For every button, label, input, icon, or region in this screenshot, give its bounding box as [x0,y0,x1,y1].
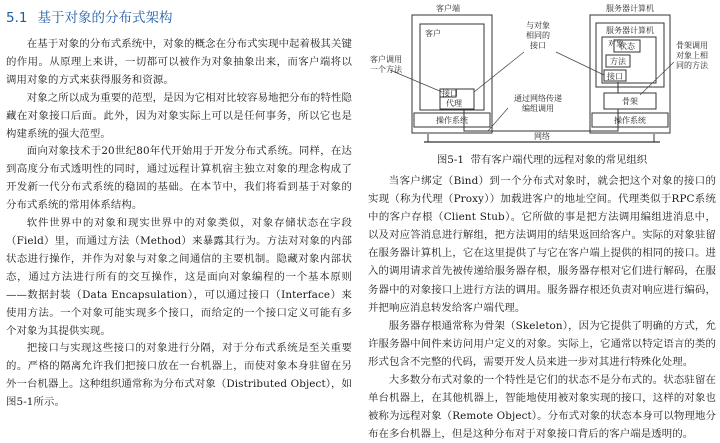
annotation-client-invokes-1: 客户调用 [370,55,402,64]
proxy-label: 代理 [446,99,462,108]
server-label: 服务器计算机 [606,26,654,35]
distributed-object-diagram [368,0,716,152]
client-machine-label: 客户端 [436,4,460,13]
annotation-same-interface-1: 与对象 [526,21,550,30]
annotation-same-interface-3: 接口 [530,41,546,50]
annotation-client-invokes-2: 一个方法 [370,65,402,74]
annotation-network-1: 通过网络传递 [514,94,562,103]
client-os-label: 操作系统 [436,116,468,125]
state-label: 状态 [619,42,635,51]
paragraph: 对象之所以成为重要的范型，是因为它相对比较容易地把分布的特性隐藏在对象接口后面。此外，因为对象实际上可以是任何事务，所以它也是构建系统的强大范型。 [6,91,353,140]
paragraph: 当客户绑定（Bind）到一个分布式对象时，就会把这个对象的接口的实现（称为代理（Proxy））加载进客户的地址空间。代理类似于RPC系统中的客户存根（Client Stub）。它所做的事是把方法调用编组进消息中，以及对应答消息进行解组，把方法调用的结果返回给客户。实际的对象驻留在服务器计算机上，它在这里提供了与它在客户端上提供的相同的接口。进入的调用请求首先被传递给服务器存根，服务器存根对它们进行解码，在服务器中的对象接口上进行方法的调用。服务器存根还负责对响应进行编码，并把响应消息转发给客户端代理。 [368,175,716,314]
left-column [6,6,352,412]
object-label: 对象 [608,39,624,48]
annotation-same-interface-2: 相同的 [526,31,550,40]
server-os-label: 操作系统 [614,116,646,125]
server-interface-label: 接口 [607,72,623,81]
figure-caption [368,152,716,168]
annotation-skeleton-1: 骨架调用 [676,41,708,50]
skeleton-label: 骨架 [622,97,638,106]
section-heading [6,6,352,24]
paragraph: 面向对象技术于20世纪80年代开始用于开发分布式系统。同样，在达到高度分布式透明性的同时，通过远程计算机宿主独立对象的理念构成了开发新一代分布式系统的稳固的基础。在本节中，我们将看到基于对象的分布式系统的常用体系结构。 [6,145,352,212]
proxy-interface-label: 接口 [442,89,458,98]
paragraph: 大多数分布式对象的一个特性是它们的状态不是分布式的。状态驻留在单台机器上，在其他机器上，智能地使用被对象实现的接口，这样的对象也被称为远程对象（Remote Object）。分布式对象的状态本身可以物理地分布在多台机器上，但是这种分布对于对象接口背后的客户端是透明的。 [368,374,716,441]
paragraph: 在基于对象的分布式系统中，对象的概念在分布式实现中起着极其关键的作用。从原理上来讲，一切都可以被作为对象抽象出来，而客户端将以调用对象的方式来获得服务和资源。 [6,38,353,86]
server-machine-label: 服务器计算机 [606,4,654,13]
network-label: 网络 [534,132,550,141]
method-label: 方法 [610,57,626,66]
section-number: 5.1 [6,10,28,26]
right-column [368,0,716,443]
annotation-skeleton-3: 同的方法 [676,61,708,70]
paragraph: 软件世界中的对象和现实世界中的对象类似，对象存储状态在字段（Field）里，而通过方法（Method）来暴露其行为。方法对对象的内部状态进行操作，并作为对象与对象之间通信的主要机制。隐藏对象内部状态，通过方法进行所有的交互操作，这是面向对象编程的一个基本原则——数据封装（Data Encapsulation），可以通过接口（Interface）来使用方法。一个对象可能实现多个接口，而给定的一个接口定义可能有多个对象为其提供实现。 [6,217,352,337]
annotation-network-2: 编组调用 [522,104,554,113]
paragraph: 服务器存根通常称为骨架（Skeleton），因为它提供了明确的方式，允许服务器中间件来访问用户定义的对象。实际上，它通常以特定语言的类的形式包含不完整的代码，需要开发人员来进一步对其进行特殊化处理。 [368,319,716,368]
client-label: 客户 [425,29,441,38]
figure-5-1 [368,0,716,152]
figure-number: 图5-1 [436,154,464,166]
figure-caption-text: 带有客户端代理的远程对象的常见组织 [470,154,648,166]
annotation-skeleton-2: 对象上相 [676,51,708,60]
paragraph: 把接口与实现这些接口的对象进行分隔，对于分布式系统是至关重要的。严格的隔离允许我们把接口放在一台机器上，而使对象本身驻留在另外一台机器上。这种组织通常称为分布式对象（Distributed Object），如图5-1所示。 [6,342,352,409]
section-title: 基于对象的分布式架构 [37,10,173,26]
